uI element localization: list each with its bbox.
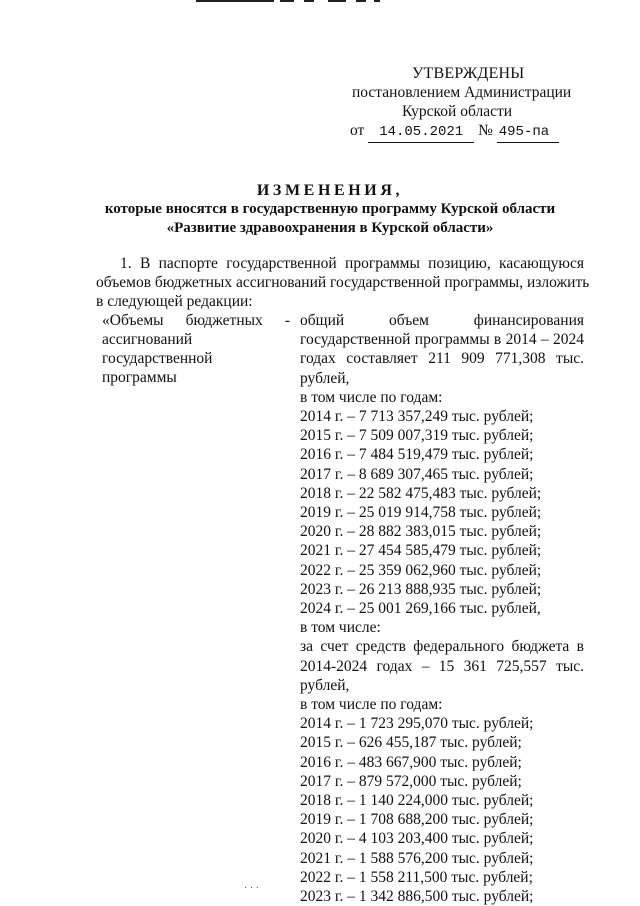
scan-dots: · · · [244,883,259,894]
label-line-1 [102,311,290,330]
year-total-row: 2018 г. – 22 582 475,483 тыс. рублей; [300,484,542,502]
label-line-4: программы [102,369,177,386]
date-prefix: от [350,122,365,139]
approval-date-line [340,121,580,143]
label-word-1: «Объемы [102,312,164,329]
year-federal-row: 2014 г. – 1 723 295,070 тыс. рублей; [300,715,534,733]
year-total-row: 2022 г. – 25 359 062,960 тыс. рублей; [300,561,542,579]
heading-title: ИЗМЕНЕНИЯ, [256,182,404,199]
passport-content [300,311,584,906]
year-total-row: 2024 г. – 25 001 269,166 тыс. рублей, [300,600,541,618]
federal-line-3: рублей, [300,676,350,694]
total-line-4: рублей, [300,369,350,387]
label-dash: - [284,312,290,329]
document-heading [80,181,580,238]
year-federal-row: 2017 г. – 879 572,000 тыс. рублей; [300,772,522,790]
label-line-2: ассигнований [102,331,193,348]
year-total-row: 2019 г. – 25 019 914,758 тыс. рублей; [300,504,542,522]
label-word-2: бюджетных [185,312,263,329]
approval-line-2: постановлением Администрации [352,84,572,101]
scan-artifact-top [196,0,411,6]
federal-line-1: за счет средств федерального бюджета в [300,638,584,656]
year-federal-row: 2018 г. – 1 140 224,000 тыс. рублей; [300,792,534,810]
by-years-label-2: в том числе по годам: [300,696,443,714]
intro-line-2: объемов бюджетных ассигнований государственной программы, изложить [96,274,590,291]
year-total-row: 2015 г. – 7 509 007,319 тыс. рублей; [300,427,534,445]
intro-line-1: 1. В паспорте государственной программы позицию, касающуюся [120,255,584,272]
year-federal-row: 2015 г. – 626 455,187 тыс. рублей; [300,734,522,752]
approval-line-3: Курской области [402,103,513,120]
approval-date: 14.05.2021 [368,123,474,143]
by-years-label: в том числе по годам: [300,388,443,406]
year-total-row: 2017 г. – 8 689 307,465 тыс. рублей; [300,465,534,483]
passport-label [102,311,290,387]
intro-paragraph [96,254,590,311]
total-line-1: общий объем финансирования [300,312,584,329]
year-federal-row: 2019 г. – 1 708 688,200 тыс. рублей; [300,811,534,829]
heading-subtitle-1: которые вносятся в государственную программу Курской области [104,201,556,217]
approval-block [340,64,580,143]
year-federal-row: 2021 г. – 1 588 576,200 тыс. рублей; [300,849,534,867]
year-total-row: 2023 г. – 26 213 888,935 тыс. рублей; [300,580,542,598]
federal-line-2: 2014-2024 годах – 15 361 725,557 тыс. [300,657,584,675]
year-total-row: 2014 г. – 7 713 357,249 тыс. рублей; [300,408,534,426]
total-line-3: годах составляет 211 909 771,308 тыс. [300,350,584,368]
year-federal-row: 2016 г. – 483 667,900 тыс. рублей; [300,753,522,771]
year-federal-row: 2022 г. – 1 558 211,500 тыс. рублей; [300,868,533,886]
year-federal-row: 2020 г. – 4 103 203,400 тыс. рублей; [300,830,534,848]
year-total-row: 2020 г. – 28 882 383,015 тыс. рублей; [300,523,542,541]
year-federal-row: 2023 г. – 1 342 886,500 тыс. рублей; [300,888,534,906]
year-total-row: 2016 г. – 7 484 519,479 тыс. рублей; [300,446,534,464]
approval-title: УТВЕРЖДЕНЫ [412,65,525,82]
approval-number: 495-па [497,123,559,143]
total-line-2: государственной программы в 2014 – 2024 [300,331,584,349]
label-line-3: государственной [102,350,213,367]
intro-line-3: в следующей редакции: [96,293,253,310]
number-prefix: № [478,122,493,139]
year-total-row: 2021 г. – 27 454 585,479 тыс. рублей; [300,542,542,560]
heading-subtitle-2: «Развитие здравоохранения в Курской области» [166,220,494,236]
including-label: в том числе: [300,619,381,637]
